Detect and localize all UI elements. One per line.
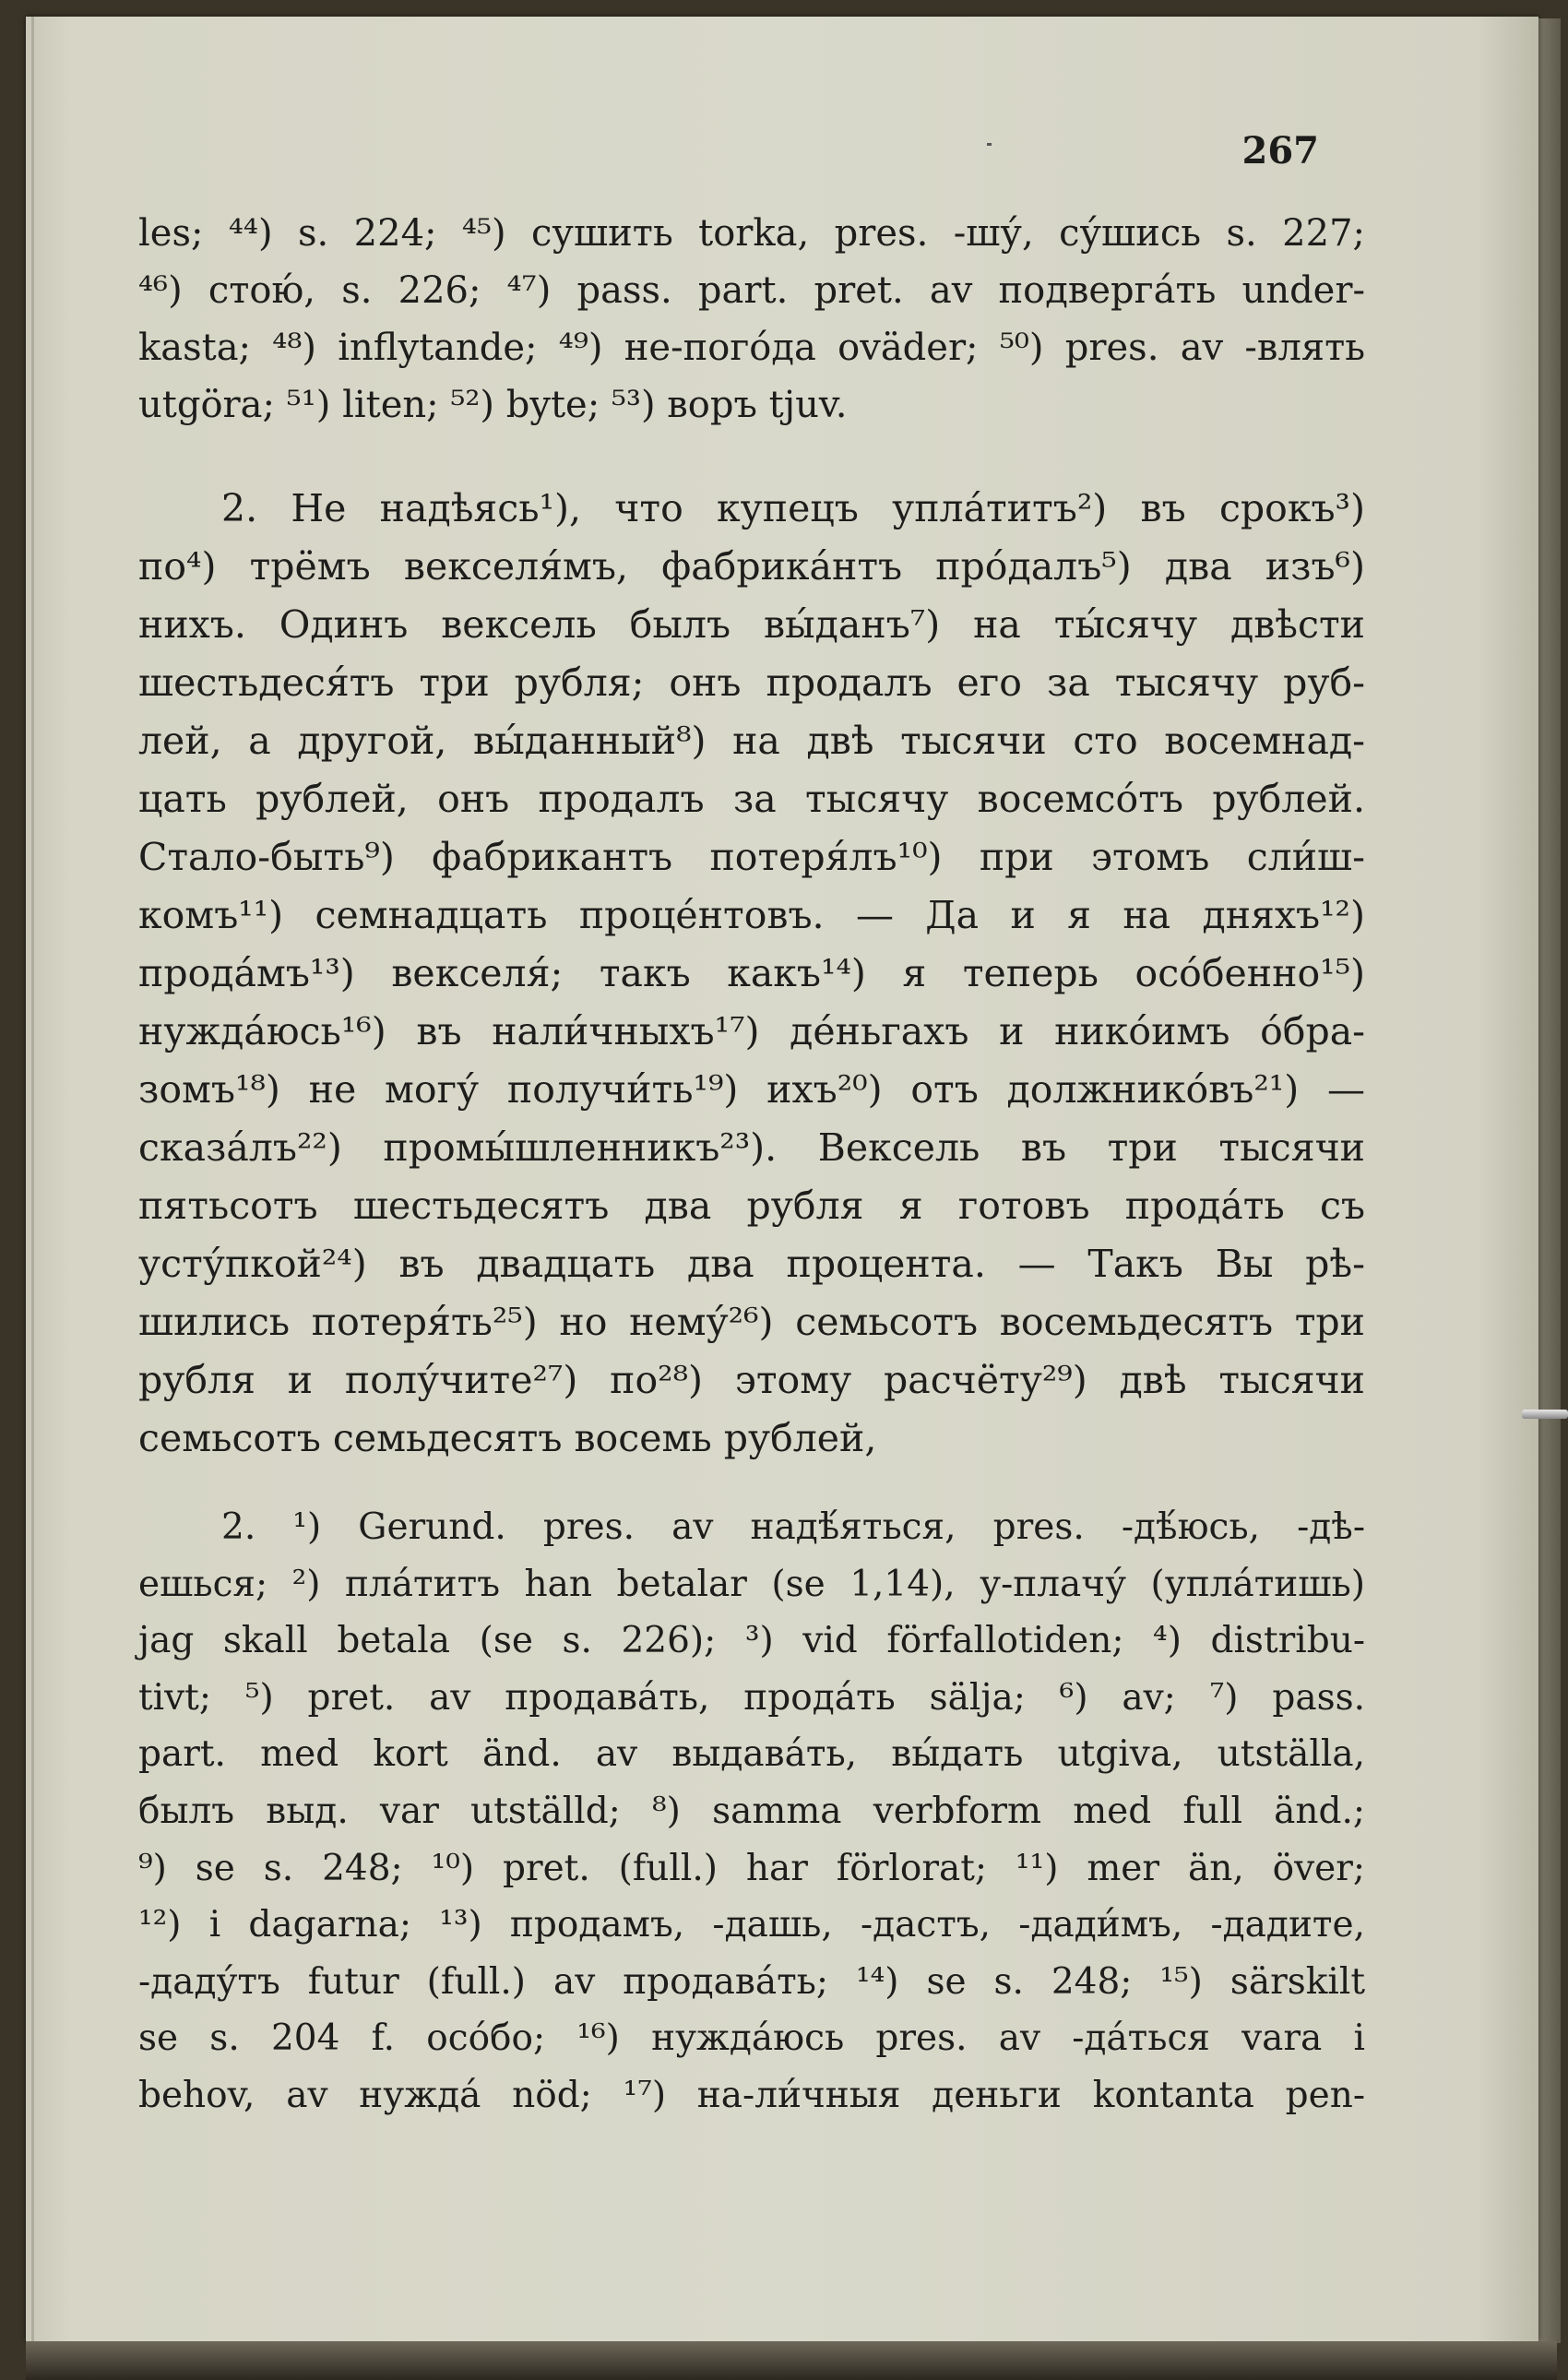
text-line: part. med kort änd. av выдава́ть, вы́дать utgiva, utställa, <box>138 1733 1365 1776</box>
text-line: les; ⁴⁴) s. 224; ⁴⁵) сушить torka, pres. -шу́, су́шись s. 227; <box>138 212 1365 255</box>
text-line: пятьсотъ шестьдесятъ два рубля я готовъ прода́ть съ <box>138 1184 1365 1228</box>
text-line: ⁴⁶) стою́, s. 226; ⁴⁷) pass. part. pret. av подверга́ть under- <box>138 269 1365 312</box>
text-line: kasta; ⁴⁸) inflytande; ⁴⁹) не-пого́да oväder; ⁵⁰) pres. av -влять <box>138 327 1365 369</box>
text-line: зомъ¹⁸) не могу́ получи́ть¹⁹) ихъ²⁰) отъ должнико́въ²¹) — <box>138 1067 1365 1112</box>
text-line: ¹²) i dagarna; ¹³) продамъ, -дашь, -дастъ, -дади́мъ, -дадите, <box>138 1904 1365 1946</box>
text-line: tivt; ⁵) pret. av продава́ть, прода́ть sälja; ⁶) av; ⁷) pass. <box>138 1676 1365 1719</box>
text-line: нужда́юсь¹⁶) въ нали́чныхъ¹⁷) де́ньгахъ и нико́имъ о́бра- <box>138 1009 1365 1053</box>
text-line: былъ выд. var utställd; ⁸) samma verbform med full änd.; <box>138 1790 1365 1832</box>
text-line: лей, а другой, вы́данный⁸) на двѣ тысячи сто восемнад- <box>138 719 1365 763</box>
clip-mark <box>1522 1410 1568 1419</box>
text-line: utgöra; ⁵¹) liten; ⁵²) byte; ⁵³) воръ tjuv. <box>138 384 848 426</box>
vocabulary-notes <box>138 1499 1365 2124</box>
text-line: прода́мъ¹³) векселя́; такъ какъ¹⁴) я теперь осо́бенно¹⁵) <box>138 951 1365 995</box>
exercise-paragraph <box>138 480 1365 1468</box>
text-line: behov, av нужда́ nöd; ¹⁷) на-ли́чныя деньги kontanta pen- <box>138 2074 1365 2116</box>
text-line: se s. 204 f. осо́бо; ¹⁶) нужда́юсь pres. av -да́ться vara i <box>138 2017 1365 2060</box>
continuation-notes <box>138 205 1365 434</box>
page-number: 267 <box>1241 129 1319 173</box>
text-line: 2. Не надѣясь¹), что купецъ упла́титъ²) въ срокъ³) <box>221 486 1365 530</box>
text-line: ⁹) se s. 248; ¹⁰) pret. (full.) har förlorat; ¹¹) mer än, över; <box>138 1847 1365 1889</box>
ink-speck <box>987 143 992 146</box>
text-line: jag skall betala (se s. 226); ³) vid förfallotiden; ⁴) distribu- <box>138 1620 1365 1662</box>
text-line: по⁴) трёмъ векселя́мъ, фабрика́нтъ про́далъ⁵) два изъ⁶) <box>138 544 1365 589</box>
text-line: рубля и полу́чите²⁷) по²⁸) этому расчёту²⁹) двѣ тысячи <box>138 1358 1365 1402</box>
text-line: цать рублей, онъ продалъ за тысячу восемсо́тъ рублей. <box>138 777 1365 821</box>
text-line: семьсотъ семьдесятъ восемь рублей, <box>138 1416 877 1460</box>
text-line: шестьдеся́тъ три рубля; онъ продалъ его за тысячу руб- <box>138 660 1365 705</box>
text-line: шились потеря́ть²⁵) но нему́²⁶) семьсотъ восемьдесятъ три <box>138 1300 1365 1344</box>
text-line: -даду́тъ futur (full.) av продава́ть; ¹⁴) se s. 248; ¹⁵) särskilt <box>138 1960 1365 2003</box>
text-line: нихъ. Одинъ вексель былъ вы́данъ⁷) на ты́сячу двѣсти <box>138 602 1365 647</box>
page-edge-bottom <box>26 2341 1557 2380</box>
text-line: комъ¹¹) семнадцать проце́нтовъ. — Да и я на дняхъ¹²) <box>138 893 1365 937</box>
binding-shadow <box>31 17 34 2341</box>
text-line: сказа́лъ²²) промы́шленникъ²³). Вексель въ три тысячи <box>138 1125 1365 1170</box>
text-line: ешься; ²) пла́титъ han betalar (se 1,14), у-плачу́ (упла́тишь) <box>138 1563 1365 1605</box>
text-line: 2. ¹) Gerund. pres. av надѣ́яться, pres. -дѣ́юсь, -дѣ- <box>221 1506 1365 1548</box>
text-line: Стало-быть⁹) фабрикантъ потеря́лъ¹⁰) при этомъ сли́ш- <box>138 835 1365 879</box>
text-line: усту́пкой²⁴) въ двадцать два процента. — Такъ Вы рѣ- <box>138 1242 1365 1286</box>
